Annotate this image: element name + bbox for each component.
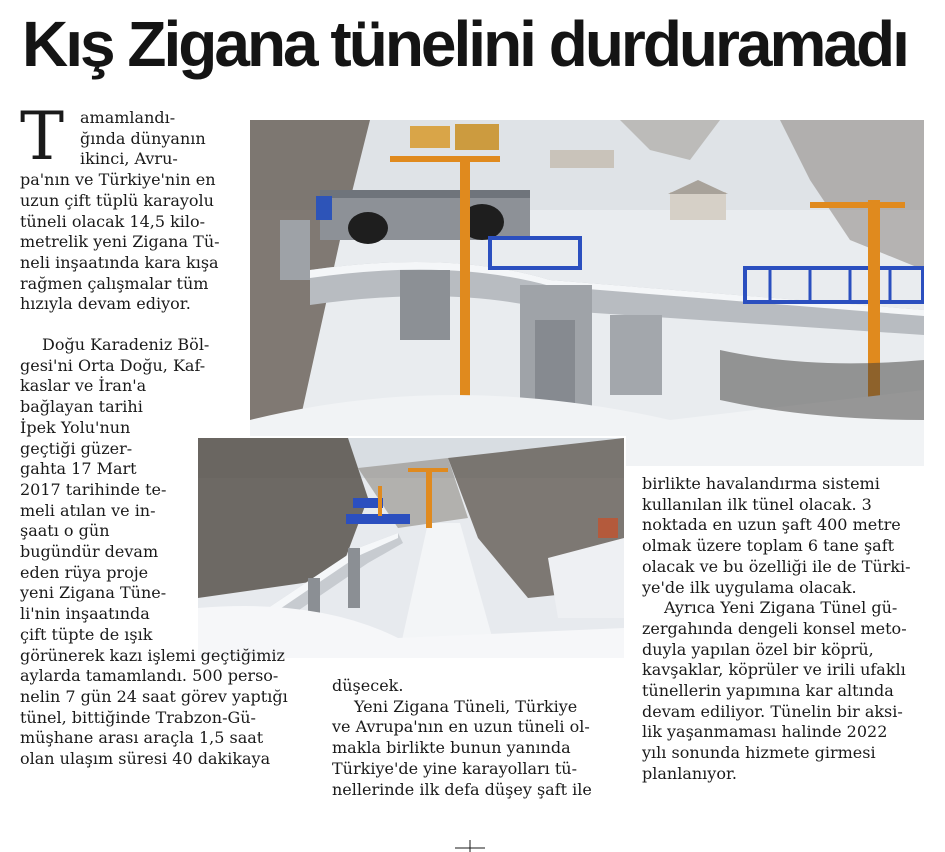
text-line: Doğu Karadeniz Böl- xyxy=(42,335,210,354)
article-column-2 xyxy=(332,676,622,800)
article-column-1 xyxy=(20,98,320,315)
page-crop-mark xyxy=(455,838,485,852)
text-line: eden rüya proje xyxy=(20,562,149,582)
text-line: gesi'ni Orta Doğu, Kaf- xyxy=(20,355,206,375)
text-line: devam ediliyor. Tünelin bir aksi- xyxy=(642,701,903,721)
text-line: nellerinde ilk defa düşey şaft ile xyxy=(332,779,592,799)
text-line: düşecek. xyxy=(332,676,404,695)
text-line: kavşaklar, köprüler ve irili ufaklı xyxy=(642,660,906,680)
text-line: Yeni Zigana Tüneli, Türkiye xyxy=(354,696,578,716)
text-line: Ayrıca Yeni Zigana Tünel gü- xyxy=(664,598,898,618)
text-line: şaatı o gün xyxy=(20,521,110,541)
text-line: planlanıyor. xyxy=(642,763,737,783)
text-line: pa'nın ve Türkiye'nin en xyxy=(20,170,216,190)
text-line: gahta 17 Mart xyxy=(20,459,137,479)
text-line: müşhane arası araçla 1,5 saat xyxy=(20,728,264,748)
text-line: olan ulaşım süresi 40 dakikaya xyxy=(20,749,271,769)
text-line: uzun çift tüplü karayolu xyxy=(20,190,214,210)
text-line: hızıyla devam ediyor. xyxy=(20,294,191,314)
text-line: ğında dünyanın xyxy=(80,128,206,148)
text-line: duyla yapılan özel bir köprü, xyxy=(642,639,874,659)
text-line: Türkiye'de yine karayolları tü- xyxy=(332,758,578,778)
text-line: aylarda tamamlandı. 500 perso- xyxy=(20,666,279,686)
text-line: meli atılan ve in- xyxy=(20,500,156,520)
text-line: li'nin inşaatında xyxy=(20,604,150,624)
text-line: rağmen çalışmalar tüm xyxy=(20,273,209,293)
text-line: geçtiği güzer- xyxy=(20,438,133,458)
article-column-1-continued xyxy=(20,335,320,770)
article-column-3 xyxy=(642,474,932,785)
text-line: tünel, bittiğinde Trabzon-Gü- xyxy=(20,707,256,727)
paragraph-1 xyxy=(20,98,320,315)
text-line: metrelik yeni Zigana Tü- xyxy=(20,232,220,252)
text-line: bağlayan tarihi xyxy=(20,397,143,417)
text-line: noktada en uzun şaft 400 metre xyxy=(642,515,901,535)
text-line: İpek Yolu'nun xyxy=(20,417,131,437)
text-line: görünerek kazı işlemi geçtiğimiz xyxy=(20,645,285,665)
text-line: 2017 tarihinde te- xyxy=(20,479,167,499)
text-line: tüneli olacak 14,5 kilo- xyxy=(20,211,206,231)
text-line: makla birlikte bunun yanında xyxy=(332,738,571,758)
text-line: yılı sonunda hizmete girmesi xyxy=(642,743,876,763)
text-line: zergahında dengeli konsel meto- xyxy=(642,618,907,638)
text-line: bugündür devam xyxy=(20,542,159,562)
text-line: olacak ve bu özelliği ile de Türki- xyxy=(642,556,911,576)
text-line: birlikte havalandırma sistemi xyxy=(642,474,880,493)
text-line: lik yaşanmaması halinde 2022 xyxy=(642,722,888,742)
text-line: çift tüpte de ışık xyxy=(20,624,153,644)
text-line: ye'de ilk uygulama olacak. xyxy=(642,577,857,597)
paragraph-1-lines xyxy=(20,98,320,315)
text-line: nelin 7 gün 24 saat görev yaptığı xyxy=(20,686,288,706)
dropcap-letter: T xyxy=(20,98,65,175)
text-line: tünellerin yapımına kar altında xyxy=(642,681,894,701)
text-line: kaslar ve İran'a xyxy=(20,376,147,396)
construction-photo-main xyxy=(250,120,924,466)
text-line: olmak üzere toplam 6 tane şaft xyxy=(642,536,895,556)
text-line: ikinci, Avru- xyxy=(80,149,178,169)
text-line: neli inşaatında kara kışa xyxy=(20,252,219,272)
text-line: ve Avrupa'nın en uzun tüneli ol- xyxy=(332,717,590,737)
text-line: yeni Zigana Tüne- xyxy=(20,583,167,603)
text-line: kullanılan ilk tünel olacak. 3 xyxy=(642,494,872,514)
text-line: amamlandı- xyxy=(80,108,176,127)
headline: Kış Zigana tünelini durduramadı xyxy=(22,8,907,80)
